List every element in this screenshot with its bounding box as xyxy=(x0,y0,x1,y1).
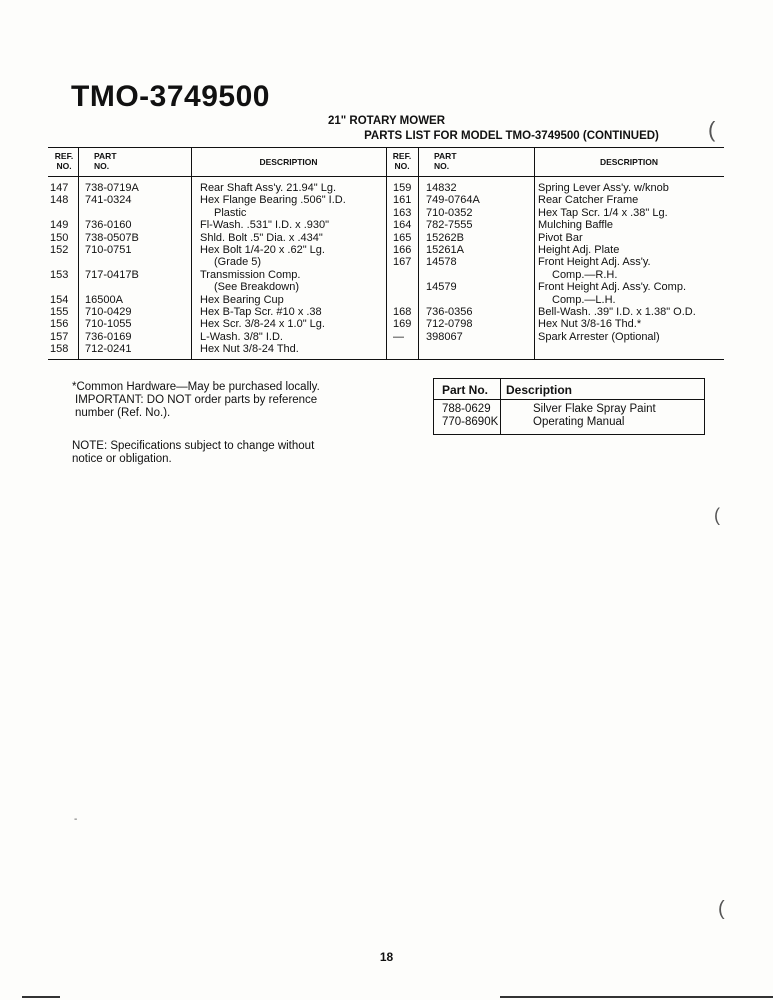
ref-no: 152 xyxy=(50,244,69,256)
extra-row-part: 788-0629 xyxy=(442,403,491,415)
extra-row-desc: Operating Manual xyxy=(533,416,625,428)
scan-mark: ( xyxy=(718,898,725,920)
description: Rear Catcher Frame xyxy=(538,194,639,207)
note-specifications: NOTE: Specifications subject to change without xyxy=(72,440,315,452)
part-no: 738-0719A xyxy=(85,182,139,194)
bottom-rule xyxy=(500,996,773,998)
part-no: 710-1055 xyxy=(85,318,132,331)
description: Transmission Comp. xyxy=(200,268,301,281)
extra-row-desc: Silver Flake Spray Paint xyxy=(533,403,656,415)
ref-no: 167 xyxy=(393,256,412,269)
description: Hex Scr. 3/8-24 x 1.0" Lg. xyxy=(200,318,325,331)
note-important: IMPORTANT: DO NOT order parts by reference xyxy=(75,394,318,406)
parts-list-subtitle xyxy=(40,130,773,142)
header-description-left: DESCRIPTION xyxy=(259,157,318,167)
bottom-rule xyxy=(22,996,60,998)
col-divider xyxy=(534,148,535,359)
part-no: 16500A xyxy=(85,293,123,306)
header-part-no-left: PART NO. xyxy=(94,151,117,171)
description: Fl-Wash. .531" I.D. x .930" xyxy=(200,219,330,232)
ref-no: 164 xyxy=(393,219,412,232)
description: Front Height Adj. Ass'y. xyxy=(538,256,651,269)
note-specifications-cont: notice or obligation. xyxy=(72,453,172,465)
part-no: 736-0356 xyxy=(426,306,473,318)
ref-no: 158 xyxy=(50,343,69,356)
ref-no: 163 xyxy=(393,206,412,219)
part-no: 14578 xyxy=(426,256,457,269)
part-no: 782-7555 xyxy=(426,219,473,232)
extra-row-part: 770-8690K xyxy=(442,416,499,428)
description: Spark Arrester (Optional) xyxy=(538,330,660,343)
part-no: 710-0751 xyxy=(85,244,132,256)
part-no: 712-0798 xyxy=(426,318,473,331)
extra-header-description: Description xyxy=(506,383,573,397)
ref-no: 154 xyxy=(50,293,69,306)
description: L-Wash. 3/8" I.D. xyxy=(200,330,283,343)
part-no: 741-0324 xyxy=(85,194,132,207)
description: Spring Lever Ass'y. w/knob xyxy=(538,182,669,194)
description: Hex Tap Scr. 1/4 x .38" Lg. xyxy=(538,206,668,219)
ref-no: 159 xyxy=(393,182,412,194)
ref-no: 165 xyxy=(393,231,412,244)
description: Hex Nut 3/8-24 Thd. xyxy=(200,343,299,356)
ref-no: 168 xyxy=(393,306,412,318)
ref-no: — xyxy=(393,330,404,343)
ref-no: 147 xyxy=(50,182,69,194)
description: Height Adj. Plate xyxy=(538,244,620,256)
ref-no: 150 xyxy=(50,231,69,244)
description: Comp.—R.H. xyxy=(552,268,618,281)
part-no: 710-0352 xyxy=(426,206,473,219)
part-no: 15261A xyxy=(426,244,464,256)
part-no: 736-0160 xyxy=(85,219,132,232)
description: Rear Shaft Ass'y. 21.94" Lg. xyxy=(200,182,337,194)
ref-no: 149 xyxy=(50,219,69,232)
part-no: 736-0169 xyxy=(85,330,132,343)
extra-header-rule xyxy=(434,399,704,400)
part-no: 717-0417B xyxy=(85,268,139,281)
scan-mark: ( xyxy=(714,505,720,525)
part-no: 738-0507B xyxy=(85,231,139,244)
part-no: 14579 xyxy=(426,281,457,294)
extra-parts-table xyxy=(433,378,705,435)
description: Bell-Wash. .39" I.D. x 1.38" O.D. xyxy=(538,306,696,318)
ref-no: 148 xyxy=(50,194,69,207)
col-divider xyxy=(386,148,387,359)
description: Mulching Baffle xyxy=(538,219,614,232)
description: Hex Flange Bearing .506" I.D. xyxy=(200,194,346,207)
product-subtitle: 21" ROTARY MOWER xyxy=(327,115,446,127)
scan-mark: - xyxy=(74,814,78,825)
note-common-hardware: *Common Hardware—May be purchased locally. xyxy=(72,381,320,393)
header-ref-no-left: REF. NO. xyxy=(54,151,74,171)
part-no: 15262B xyxy=(426,231,464,244)
parts-table xyxy=(48,147,724,360)
page-title: TMO-3749500 xyxy=(71,80,270,113)
description: (Grade 5) xyxy=(214,256,262,269)
col-divider xyxy=(418,148,419,359)
description: Plastic xyxy=(214,206,247,219)
col-divider xyxy=(191,148,192,359)
header-ref-no-right: REF. NO. xyxy=(392,151,412,171)
header-rule xyxy=(48,176,724,177)
part-no: 749-0764A xyxy=(426,194,480,207)
description: (See Breakdown) xyxy=(214,281,299,294)
ref-no: 161 xyxy=(393,194,412,207)
extra-col-divider xyxy=(500,379,501,434)
description: Hex Nut 3/8-16 Thd.* xyxy=(538,318,642,331)
scan-mark: ( xyxy=(708,117,716,142)
description: Hex Bolt 1/4-20 x .62" Lg. xyxy=(200,244,325,256)
ref-no: 153 xyxy=(50,268,69,281)
ref-no: 169 xyxy=(393,318,412,331)
col-divider xyxy=(78,148,79,359)
description: Shld. Bolt .5" Dia. x .434" xyxy=(200,231,323,244)
description: Hex Bearing Cup xyxy=(200,293,284,306)
part-no: 14832 xyxy=(426,182,457,194)
extra-header-part-no: Part No. xyxy=(442,383,489,397)
header-part-no-right: PART NO. xyxy=(434,151,457,171)
ref-no: 156 xyxy=(50,318,69,331)
header-description-right: DESCRIPTION xyxy=(599,157,659,167)
description: Pivot Bar xyxy=(538,231,583,244)
note-important-cont: number (Ref. No.). xyxy=(75,407,171,419)
description: Front Height Adj. Ass'y. Comp. xyxy=(538,281,687,294)
ref-no: 157 xyxy=(50,330,69,343)
ref-no: 155 xyxy=(50,306,69,318)
part-no: 710-0429 xyxy=(85,306,132,318)
page-number: 18 xyxy=(379,950,394,964)
parts-list-subtitle-text: PARTS LIST FOR MODEL TMO-3749500 (CONTINUED) xyxy=(364,130,659,142)
ref-no: 166 xyxy=(393,244,412,256)
part-no: 712-0241 xyxy=(85,343,132,356)
part-no: 398067 xyxy=(426,330,463,343)
description: Hex B-Tap Scr. #10 x .38 xyxy=(200,306,322,318)
description: Comp.—L.H. xyxy=(552,293,616,306)
